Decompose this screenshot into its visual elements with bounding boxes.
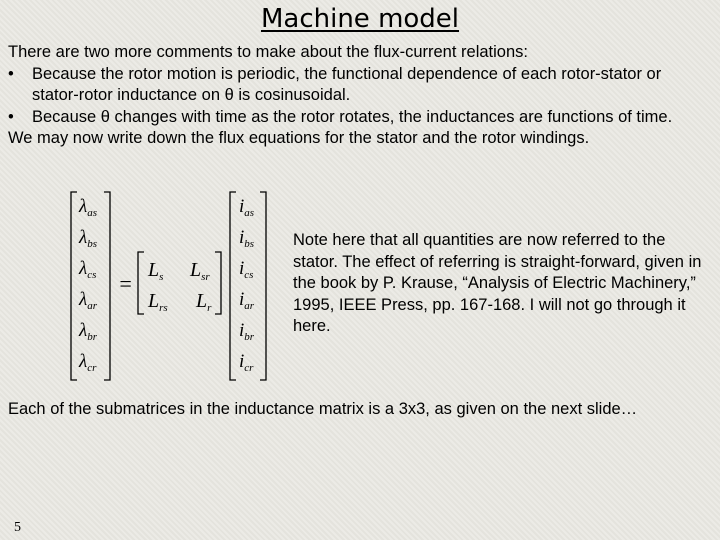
lambda-bracket-left (71, 192, 77, 380)
current-bracket-right (260, 192, 266, 380)
bullet-list (8, 64, 708, 129)
matrix-entry: $L_{rs}$ (148, 290, 168, 314)
intro-block (8, 42, 708, 150)
intro-text: There are two more comments to make about the flux-current relations: (8, 43, 528, 61)
current-entry: $i_{bs}$ (239, 227, 255, 250)
slide-title: Machine model (260, 4, 460, 34)
flux-equation (60, 188, 270, 384)
matrix-bracket-right (215, 252, 221, 314)
matrix-bracket-left (138, 252, 144, 314)
referral-note: Note here that all quantities are now referred to the stator. The effect of referring is straight-forward, given in the book by P. Krause, “Analysis of Electric Machinery,” 1995, IEEE Press, pp. 167-168. I will not go through it here. (293, 231, 702, 336)
footer-text: Each of the submatrices in the inductance matrix is a 3x3, as given on the next slide… (8, 400, 638, 418)
current-entry: $i_{br}$ (239, 320, 255, 343)
lambda-entry: $\lambda_{cs}$ (79, 258, 97, 281)
lead-text: We may now write down the flux equations for the stator and the rotor windings. (8, 129, 590, 147)
bullet-item: • Because the rotor motion is periodic, the functional dependence of each rotor-stator or stator-rotor inductance on θ is cosinusoidal. (8, 64, 708, 107)
page-number: 5 (14, 520, 21, 535)
matrix-entry: $L_s$ (148, 259, 164, 283)
matrix-entry: $L_{sr}$ (190, 259, 210, 283)
lambda-entry: $\lambda_{cr}$ (79, 351, 97, 374)
lambda-entry: $\lambda_{br}$ (79, 320, 98, 343)
flux-equation-svg (60, 188, 270, 384)
bullet-item: • Because θ changes with time as the rotor rotates, the inductances are functions of time. (8, 107, 708, 129)
matrix-entry: $L_r$ (196, 290, 212, 314)
lambda-entry: $\lambda_{ar}$ (79, 289, 98, 312)
lambda-entry: $\lambda_{bs}$ (79, 227, 98, 250)
current-entry: $i_{cs}$ (239, 258, 254, 281)
equals-sign: = (118, 271, 133, 296)
current-entry: $i_{ar}$ (239, 289, 255, 312)
lambda-entry: $\lambda_{as}$ (79, 196, 98, 219)
current-entry: $i_{as}$ (239, 196, 255, 219)
current-bracket-left (230, 192, 236, 380)
lambda-bracket-right (104, 192, 110, 380)
current-entry: $i_{cr}$ (239, 351, 254, 374)
